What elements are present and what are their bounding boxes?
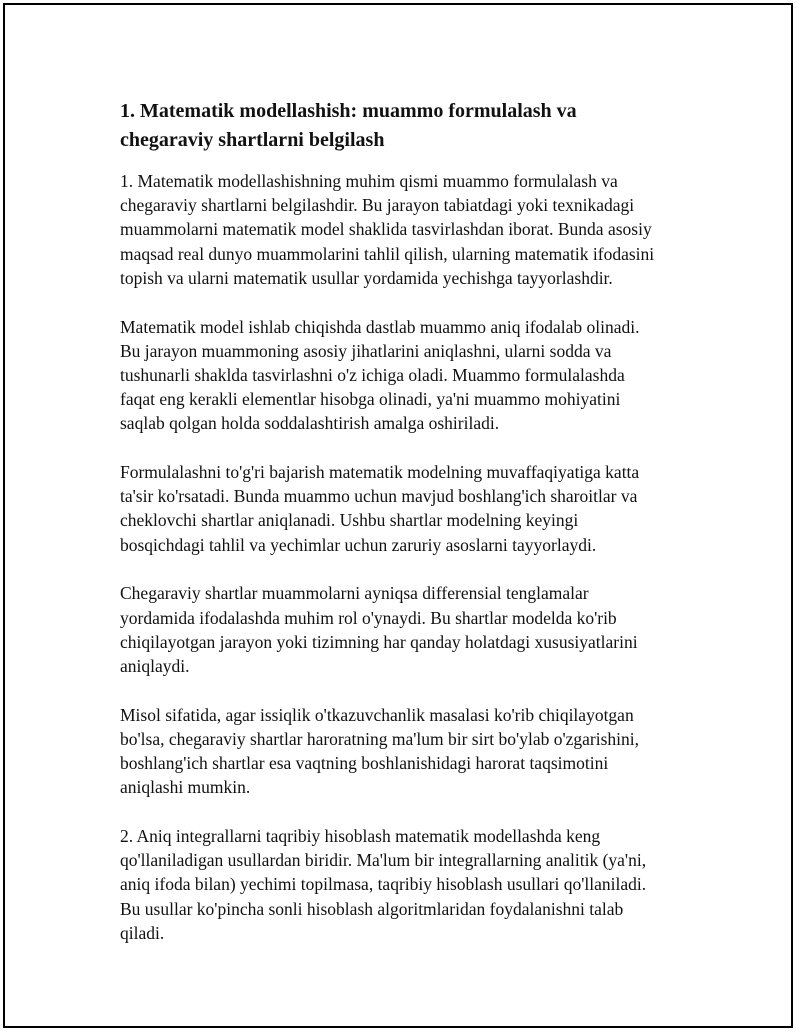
paragraph: Misol sifatida, agar issiqlik o'tkazuvchanlik masalasi ko'rib chiqilayotgan bo'lsa, chegaraviy shartlar haroratning ma'lum bir sirt bo'ylab o'zgarishini, boshlang'ich shartlar esa vaqtning boshlanishidagi harorat taqsimotini aniqlashi mumkin. [120,704,639,798]
document-body [120,97,710,969]
page-frame [3,3,793,1028]
paragraph: Formulalashni to'g'ri bajarish matematik modelning muvaffaqiyatiga katta ta'sir ko'rsatadi. Bunda muammo uchun mavjud boshlang'ich sharoitlar va cheklovchi shartlar aniqlanadi. Ushbu shartlar modelning keyingi bosqichdagi tahlil va yechimlar uchun zaruriy asoslarni tayyorlaydi. [120,462,640,555]
paragraph: Chegaraviy shartlar muammolarni ayniqsa differensial tenglamalar yordamida ifodalashda muhim rol o'ynaydi. Bu shartlar modelda ko'rib chiqilayotgan jarayon yoki tizimning har qanday holatdagi xususiyatlarini aniqlaydi. [120,583,638,676]
section-heading: 1. Matematik modellashish: muammo formulalash va chegaraviy shartlarni belgilash [120,100,577,151]
paragraph: 1. Matematik modellashishning muhim qismi muammo formulalash va chegaraviy shartlarni belgilashdir. Bu jarayon tabiatdagi yoki texnikadagi muammolarni matematik model shaklida tasvirlashdan iborat. Bunda asosiy maqsad real dunyo muammolarini tahlil qilish, ularning matematik ifodasini topish va ularni matematik usullar yordamida yechishga tayyorlashdir. [120,171,655,288]
paragraph: 2. Aniq integrallarni taqribiy hisoblash matematik modellashda keng qo'llaniladigan usullardan biridir. Ma'lum bir integrallarning analitik (ya'ni, aniq ifoda bilan) yechimi topilmasa, taqribiy hisoblash usullari qo'llaniladi. Bu usullar ko'pincha sonli hisoblash algoritmlaridan foydalanishni talab qiladi. [120,825,647,943]
paragraph: Matematik model ishlab chiqishda dastlab muammo aniq ifodalab olinadi. Bu jarayon muammoning asosiy jihatlarini aniqlashni, ularni sodda va tushunarli shaklda tasvirlashni o'z ichiga oladi. Muammo formulalashda faqat eng kerakli elementlar hisobga olinadi, ya'ni muammo mohiyatini saqlab qolgan holda soddalashtirish amalga oshiriladi. [120,316,640,434]
